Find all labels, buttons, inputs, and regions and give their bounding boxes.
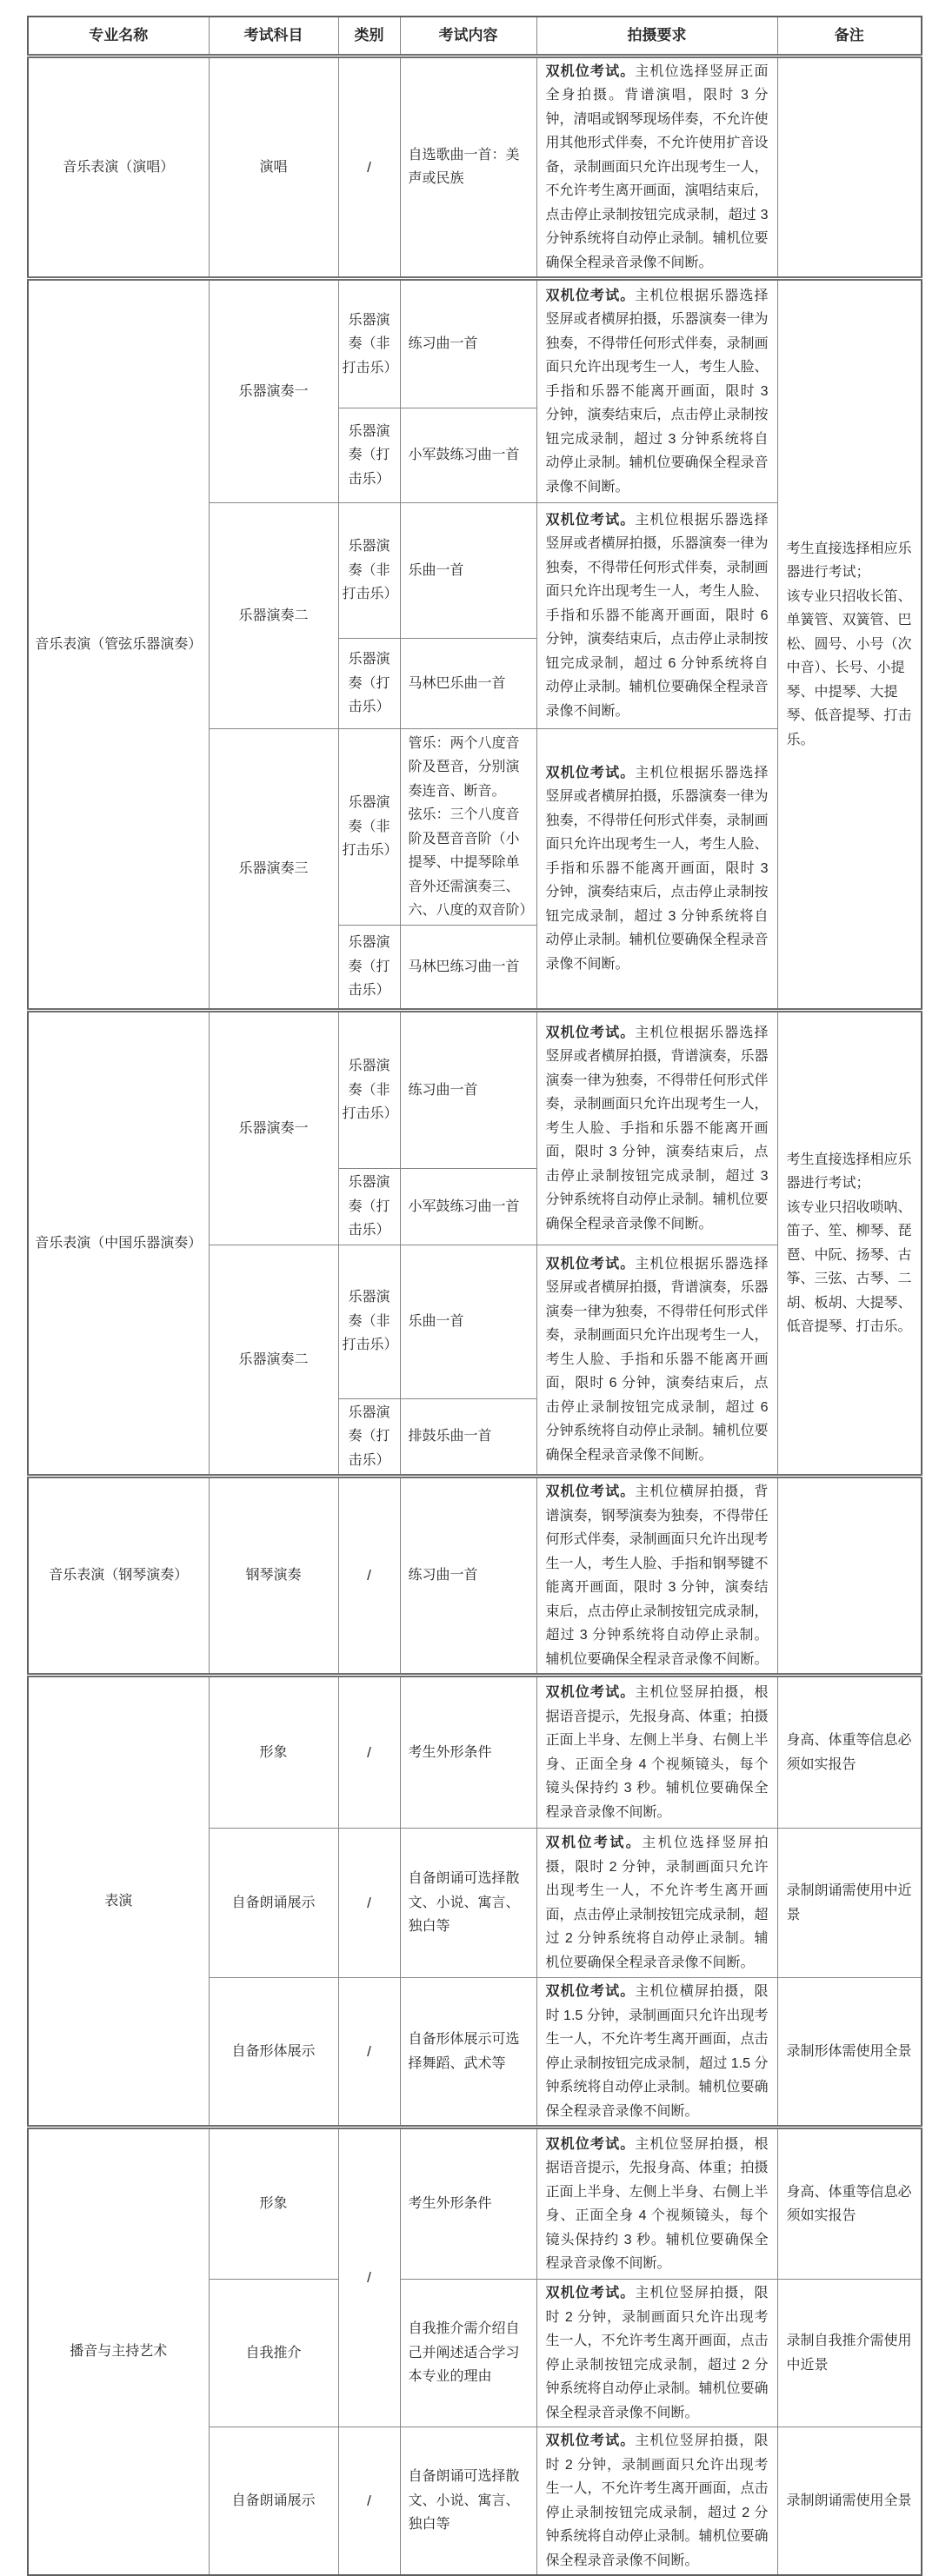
filming-text: 主机位根据乐器选择竖屏或者横屏拍摄，背谱演奏，乐器演奏一律为独奏，不得带任何形式伴奏，录制画面只允许出现考生一人，考生人脸、手指和乐器不能离开画面，限时 3 分钟，演奏结束后，点击停止录制按钮完成录制，超过 3 分钟系统将自动停止录制。辅机位要确保全程录音录像不间断。 (545, 1025, 769, 1232)
cell-content-vocal: 自选歌曲一首：美声或民族 (400, 56, 536, 279)
cell-subject-orch-g1: 乐器演奏一 (209, 279, 338, 503)
cell-note-acting-1: 身高、体重等信息必须如实报告 (777, 1676, 922, 1829)
cell-content-cn-g2a: 乐曲一首 (400, 1245, 536, 1398)
header-note: 备注 (777, 17, 922, 56)
cell-subject-orch-g3: 乐器演奏三 (209, 729, 338, 1011)
cell-category-cn-g2b: 乐器演奏（打击乐） (338, 1398, 400, 1477)
cell-content-bc-2: 自我推介需介绍自己并阐述适合学习本专业的理由 (400, 2280, 536, 2427)
cell-category-vocal: / (338, 56, 400, 279)
cell-note-piano (777, 1477, 922, 1676)
cell-content-acting-2: 自备朗诵可选择散文、小说、寓言、独白等 (400, 1829, 536, 1978)
content-line: 管乐：两个八度音阶及琶音，分别演奏连音、断音。 (408, 735, 520, 799)
filming-text: 主机位竖屏拍摄，根据语音提示，先报身高、体重；拍摄正面上半身、左侧上半身、右侧上半身、正面全身 4 个视频镜头，每个镜头保持约 3 秒。辅机位要确保全程录音录像不间断。 (545, 1685, 769, 1820)
cell-category-orch-g1a: 乐器演奏（非打击乐） (338, 279, 400, 408)
cell-note-orchestral (777, 279, 922, 1011)
cell-note-vocal (777, 56, 922, 279)
cell-subject-bc-1: 形象 (209, 2128, 338, 2280)
cell-filming-acting-3 (536, 1978, 777, 2128)
row-bc-1 (28, 2128, 922, 2280)
cell-subject-piano: 钢琴演奏 (209, 1477, 338, 1676)
dual-camera-lead: 双机位考试。 (545, 2136, 636, 2152)
cell-subject-bc-3: 自备朗诵展示 (209, 2427, 338, 2576)
cell-content-orch-g2b: 马林巴乐曲一首 (400, 639, 536, 729)
cell-category-orch-g3b: 乐器演奏（打击乐） (338, 926, 400, 1011)
cell-category-bc-1: / (338, 2128, 400, 2427)
cell-subject-orch-g2: 乐器演奏二 (209, 503, 338, 729)
filming-text: 主机位横屏拍摄，限时 1.5 分钟，录制画面只允许出现考生一人，不允许考生离开画面，点击停止录制按钮完成录制，超过 1.5 分钟系统将自动停止录制。辅机位要确保全程录音录像不间断。 (545, 1984, 769, 2119)
cell-content-bc-1: 考生外形条件 (400, 2128, 536, 2280)
filming-text: 主机位根据乐器选择竖屏或者横屏拍摄，背谱演奏，乐器演奏一律为独奏，不得带任何形式伴奏，录制画面只允许出现考生一人，考生人脸、手指和乐器不能离开画面，限时 6 分钟，演奏结束后，点击停止录制按钮完成录制，超过 6 分钟系统将自动停止录制。辅机位要确保全程录音录像不间断。 (545, 1256, 769, 1463)
header-category: 类别 (338, 17, 400, 56)
cell-subject-bc-2: 自我推介 (209, 2280, 338, 2427)
cell-filming-acting-2 (536, 1829, 777, 1978)
header-filming: 拍摄要求 (536, 17, 777, 56)
dual-camera-lead: 双机位考试。 (545, 288, 636, 303)
cell-major-piano: 音乐表演（钢琴演奏） (28, 1477, 209, 1676)
cell-filming-acting-1 (536, 1676, 777, 1829)
cell-category-acting-2: / (338, 1829, 400, 1978)
filming-text: 主机位选择竖屏正面全身拍摄。背谱演唱，限时 3 分钟，清唱或钢琴现场伴奏，不允许使用其他形式伴奏，不允许使用扩音设备，录制画面只允许出现考生一人，不允许考生离开画面，演唱结束后，点击停止录制按钮完成录制，超过 3 分钟系统将自动停止录制。辅机位要确保全程录音录像不间断。 (545, 63, 769, 270)
cell-subject-vocal: 演唱 (209, 56, 338, 279)
cell-content-cn-g1a: 练习曲一首 (400, 1011, 536, 1169)
row-piano (28, 1477, 922, 1676)
cell-major-orchestral: 音乐表演（管弦乐器演奏） (28, 279, 209, 1011)
dual-camera-lead: 双机位考试。 (545, 2286, 636, 2300)
filming-text: 主机位根据乐器选择竖屏或者横屏拍摄，乐器演奏一律为独奏，不得带任何形式伴奏，录制画面只允许出现考生一人，考生人脸、手指和乐器不能离开画面，限时 3 分钟，演奏结束后，点击停止录制按钮完成录制，超过 3 分钟系统将自动停止录制。辅机位要确保全程录音录像不间断。 (545, 765, 769, 972)
dual-camera-lead: 双机位考试。 (545, 1836, 643, 1850)
cell-filming-orch-g2 (536, 503, 777, 729)
cell-content-orch-g2a: 乐曲一首 (400, 503, 536, 639)
dual-camera-lead: 双机位考试。 (545, 1984, 636, 1999)
dual-camera-lead: 双机位考试。 (545, 1685, 636, 1700)
cell-category-orch-g3a: 乐器演奏（非打击乐） (338, 729, 400, 926)
row-orch-g1a (28, 279, 922, 408)
cell-major-chinese: 音乐表演（中国乐器演奏） (28, 1011, 209, 1477)
cell-note-bc-1: 身高、体重等信息必须如实报告 (777, 2128, 922, 2280)
filming-text: 主机位竖屏拍摄，根据语音提示，先报身高、体重；拍摄正面上半身、左侧上半身、右侧上半身、正面全身 4 个视频镜头，每个镜头保持约 3 秒。辅机位要确保全程录音录像不间断。 (545, 2136, 769, 2271)
filming-text: 主机位横屏拍摄，背谱演奏，钢琴演奏为独奏，不得带任何形式伴奏，录制画面只允许出现考生一人，考生人脸、手指和钢琴键不能离开画面，限时 3 分钟，演奏结束后，点击停止录制按钮完成录制，超过 3 分钟系统将自动停止录制。辅机位要确保全程录音录像不间断。 (545, 1484, 769, 1667)
cell-content-acting-3: 自备形体展示可选择舞蹈、武术等 (400, 1978, 536, 2128)
cell-content-orch-g3a (400, 729, 536, 926)
cell-note-bc-2: 录制自我推介需使用中近景 (777, 2280, 922, 2427)
content-line: 弦乐：三个八度音阶及琶音音阶（小提琴、中提琴除单音外还需演奏三、六、八度的双音阶） (408, 807, 534, 918)
row-cn-g1a (28, 1011, 922, 1169)
cell-note-acting-2: 录制朗诵需使用中近景 (777, 1829, 922, 1978)
dual-camera-lead: 双机位考试。 (545, 1256, 636, 1271)
cell-filming-cn-g1 (536, 1011, 777, 1245)
dual-camera-lead: 双机位考试。 (545, 1025, 636, 1040)
cell-content-cn-g2b: 排鼓乐曲一首 (400, 1398, 536, 1477)
cell-category-cn-g1b: 乐器演奏（打击乐） (338, 1169, 400, 1245)
header-row (28, 17, 922, 56)
dual-camera-lead: 双机位考试。 (545, 2433, 636, 2448)
dual-camera-lead: 双机位考试。 (545, 63, 636, 79)
cell-category-acting-3: / (338, 1978, 400, 2128)
cell-subject-acting-3: 自备形体展示 (209, 1978, 338, 2128)
filming-text: 主机位根据乐器选择竖屏或者横屏拍摄，乐器演奏一律为独奏，不得带任何形式伴奏，录制画面只允许出现考生一人，考生人脸、手指和乐器不能离开画面，限时 3 分钟，演奏结束后，点击停止录制按钮完成录制，超过 3 分钟系统将自动停止录制。辅机位要确保全程录音录像不间断。 (545, 288, 769, 495)
cell-filming-orch-g1 (536, 279, 777, 503)
cell-content-orch-g3b: 马林巴练习曲一首 (400, 926, 536, 1011)
note-line: 该专业只招收唢呐、笛子、笙、柳琴、琵琶、中阮、扬琴、古筝、三弦、古琴、二胡、板胡、大提琴、低音提琴、打击乐。 (786, 1199, 912, 1334)
dual-camera-lead: 双机位考试。 (545, 765, 636, 780)
filming-text: 主机位选择竖屏拍摄，限时 2 分钟，录制画面只允许出现考生一人，不允许考生离开画面，点击停止录制按钮完成录制，超过 2 分钟系统将自动停止录制。辅机位要确保全程录音录像不间断。 (545, 1836, 769, 1970)
row-vocal (28, 56, 922, 279)
filming-text: 主机位根据乐器选择竖屏或者横屏拍摄，乐器演奏一律为独奏，不得带任何形式伴奏，录制画面只允许出现考生一人，考生人脸、手指和乐器不能离开画面，限时 6 分钟，演奏结束后，点击停止录制按钮完成录制，超过 6 分钟系统将自动停止录制。辅机位要确保全程录音录像不间断。 (545, 512, 769, 719)
header-subject: 考试科目 (209, 17, 338, 56)
cell-category-bc-3: / (338, 2427, 400, 2576)
cell-category-cn-g2a: 乐器演奏（非打击乐） (338, 1245, 400, 1398)
note-line: 考生直接选择相应乐器进行考试； (786, 541, 912, 581)
cell-filming-bc-1 (536, 2128, 777, 2280)
filming-text: 主机位竖屏拍摄，限时 2 分钟，录制画面只允许出现考生一人，不允许考生离开画面，点击停止录制按钮完成录制，超过 2 分钟系统将自动停止录制。辅机位要确保全程录音录像不间断。 (545, 2433, 769, 2568)
cell-content-piano: 练习曲一首 (400, 1477, 536, 1676)
header-content: 考试内容 (400, 17, 536, 56)
cell-filming-orch-g3 (536, 729, 777, 1011)
cell-category-piano: / (338, 1477, 400, 1676)
cell-major-acting: 表演 (28, 1676, 209, 2128)
cell-subject-cn-g1: 乐器演奏一 (209, 1011, 338, 1245)
cell-content-orch-g1a: 练习曲一首 (400, 279, 536, 408)
cell-category-orch-g1b: 乐器演奏（打击乐） (338, 408, 400, 503)
dual-camera-lead: 双机位考试。 (545, 512, 636, 528)
cell-major-vocal: 音乐表演（演唱） (28, 56, 209, 279)
cell-filming-vocal (536, 56, 777, 279)
row-acting-1 (28, 1676, 922, 1829)
cell-subject-acting-2: 自备朗诵展示 (209, 1829, 338, 1978)
note-line: 该专业只招收长笛、单簧管、双簧管、巴松、圆号、小号（次中音）、长号、小提琴、中提琴、大提琴、低音提琴、打击乐。 (786, 588, 912, 747)
cell-subject-cn-g2: 乐器演奏二 (209, 1245, 338, 1477)
cell-content-cn-g1b: 小军鼓练习曲一首 (400, 1169, 536, 1245)
cell-subject-acting-1: 形象 (209, 1676, 338, 1829)
note-line: 考生直接选择相应乐器进行考试； (786, 1152, 912, 1191)
dual-camera-lead: 双机位考试。 (545, 1484, 636, 1499)
cell-category-orch-g2a: 乐器演奏（非打击乐） (338, 503, 400, 639)
header-major: 专业名称 (28, 17, 209, 56)
cell-major-broadcasting: 播音与主持艺术 (28, 2128, 209, 2576)
cell-filming-bc-2 (536, 2280, 777, 2427)
cell-category-cn-g1a: 乐器演奏（非打击乐） (338, 1011, 400, 1169)
filming-text: 主机位竖屏拍摄，限时 2 分钟，录制画面只允许出现考生一人，不允许考生离开画面，点击停止录制按钮完成录制，超过 2 分钟系统将自动停止录制。辅机位要确保全程录音录像不间断。 (545, 2286, 769, 2420)
cell-content-bc-3: 自备朗诵可选择散文、小说、寓言、独白等 (400, 2427, 536, 2576)
cell-category-acting-1: / (338, 1676, 400, 1829)
cell-category-orch-g2b: 乐器演奏（打击乐） (338, 639, 400, 729)
cell-note-acting-3: 录制形体需使用全景 (777, 1978, 922, 2128)
cell-filming-cn-g2 (536, 1245, 777, 1477)
cell-note-chinese (777, 1011, 922, 1477)
exam-requirements-table (27, 16, 922, 2576)
cell-content-orch-g1b: 小军鼓练习曲一首 (400, 408, 536, 503)
cell-filming-bc-3 (536, 2427, 777, 2576)
cell-content-acting-1: 考生外形条件 (400, 1676, 536, 1829)
cell-note-bc-3: 录制朗诵需使用全景 (777, 2427, 922, 2576)
cell-filming-piano (536, 1477, 777, 1676)
